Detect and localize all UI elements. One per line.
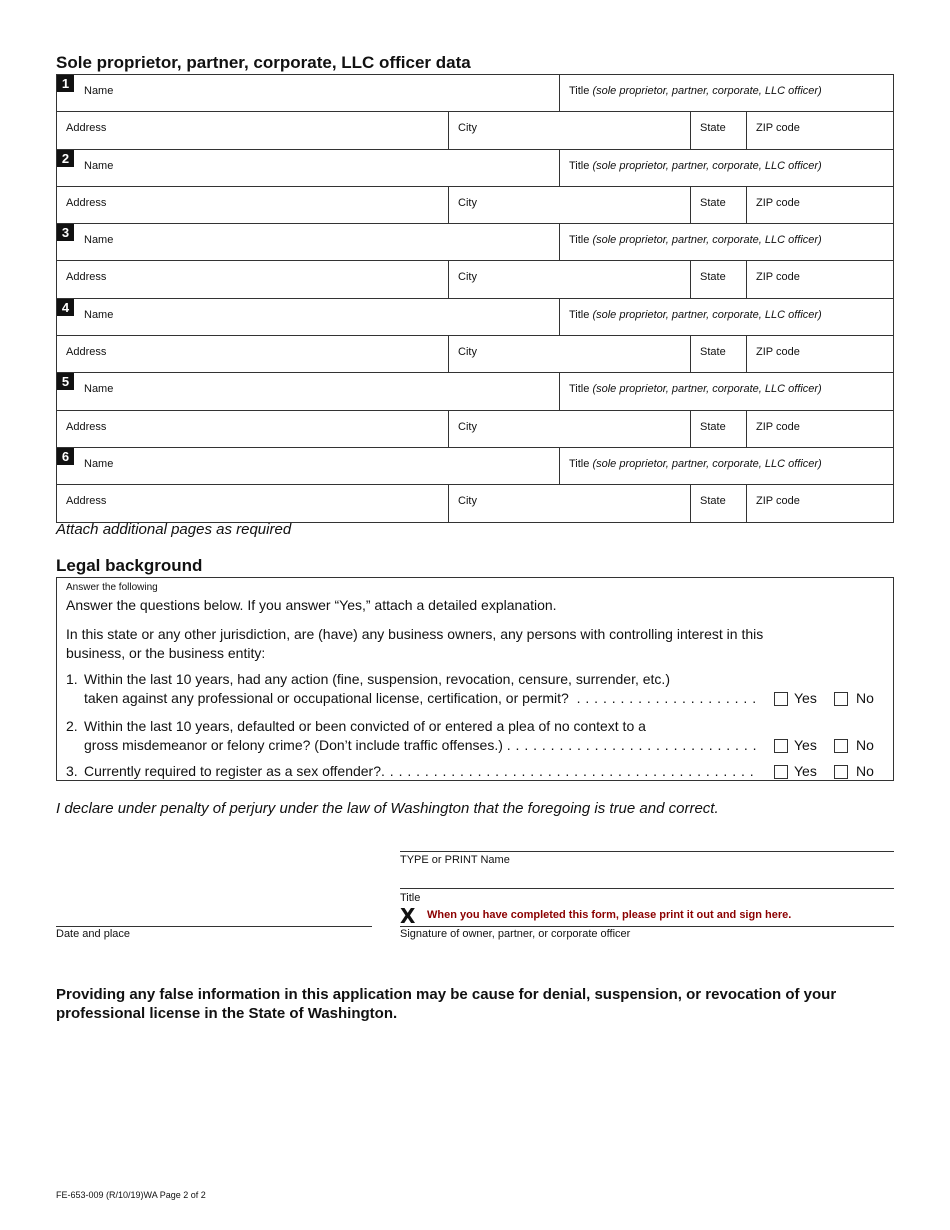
address-label: Address — [66, 495, 107, 508]
signature-title-label: Title — [400, 892, 421, 904]
city-field-2[interactable] — [448, 187, 690, 223]
question-1-answers — [774, 689, 884, 708]
entry-number-2: 2 — [57, 150, 74, 167]
state-label: State — [700, 346, 726, 359]
officer-row-address-6 — [57, 485, 893, 522]
zip-label: ZIP code — [756, 495, 800, 508]
title-line[interactable] — [400, 888, 894, 889]
title-field-4[interactable] — [559, 299, 893, 335]
no-label: No — [856, 763, 874, 779]
address-label: Address — [66, 122, 107, 135]
city-field-1[interactable] — [448, 112, 690, 148]
legal-paragraph: In this state or any other jurisdiction, are (have) any business owners, any persons with controlling interest in this business, or the business entity: — [66, 626, 764, 661]
question-2-yes-checkbox[interactable] — [774, 739, 788, 753]
name-field-5[interactable] — [57, 373, 559, 409]
city-field-4[interactable] — [448, 336, 690, 372]
state-label: State — [700, 122, 726, 135]
name-field-3[interactable] — [57, 224, 559, 260]
name-label: Name — [84, 159, 114, 172]
address-field-4[interactable] — [57, 336, 448, 372]
address-field-6[interactable] — [57, 485, 448, 521]
sign-here-x-icon: X — [400, 904, 416, 928]
question-1-yes-checkbox[interactable] — [774, 692, 788, 706]
legal-small-label: Answer the following — [66, 582, 158, 593]
state-field-2[interactable] — [690, 187, 746, 223]
city-field-3[interactable] — [448, 261, 690, 297]
address-label: Address — [66, 196, 107, 209]
yes-label: Yes — [794, 763, 817, 779]
city-label: City — [458, 420, 477, 433]
date-place-line[interactable] — [56, 926, 372, 927]
question-1 — [66, 670, 893, 710]
zip-field-3[interactable] — [746, 261, 893, 297]
address-field-2[interactable] — [57, 187, 448, 223]
title-label: Title — [569, 85, 593, 97]
officer-row-name-2 — [57, 150, 893, 187]
legal-box — [56, 577, 894, 781]
date-place-label: Date and place — [56, 928, 130, 940]
question-3-answers — [774, 762, 884, 781]
name-field-2[interactable] — [57, 150, 559, 186]
city-label: City — [458, 271, 477, 284]
title-label: Title — [569, 457, 593, 470]
title-hint: (sole proprietor, partner, corporate, LLC officer) — [592, 457, 822, 470]
address-field-5[interactable] — [57, 411, 448, 447]
address-field-3[interactable] — [57, 261, 448, 297]
false-info-warning: Providing any false information in this application may be cause for denial, suspension, or revocation of your professional license in the State of Washington. — [56, 986, 837, 1022]
title-hint: (sole proprietor, partner, corporate, LLC officer) — [592, 383, 822, 396]
question-2-line1: Within the last 10 years, defaulted or been convicted of or entered a plea of no context to a — [84, 718, 646, 734]
name-field-6[interactable] — [57, 448, 559, 484]
form-footer: FE-653-009 (R/10/19)WA Page 2 of 2 — [56, 1190, 206, 1200]
name-label: Name — [84, 85, 114, 97]
zip-field-2[interactable] — [746, 187, 893, 223]
state-label: State — [700, 495, 726, 508]
question-2-number: 2. — [66, 718, 78, 734]
question-3-leader-dots: . . . . . . . . . . . . . . . . . . . . . . . . . . . . . . . . . . . . . . . . . . . — [381, 763, 755, 779]
entry-number-4: 4 — [57, 299, 74, 316]
city-field-6[interactable] — [448, 485, 690, 521]
question-3-yes-checkbox[interactable] — [774, 765, 788, 779]
entry-number-5: 5 — [57, 373, 74, 390]
title-field-2[interactable] — [559, 150, 893, 186]
name-label: Name — [84, 308, 114, 321]
declaration: I declare under penalty of perjury under the law of Washington that the foregoing is true and correct. — [56, 800, 719, 817]
title-field-6[interactable] — [559, 448, 893, 484]
officer-row-name-5 — [57, 373, 893, 410]
state-field-6[interactable] — [690, 485, 746, 521]
question-2-leader-dots: . . . . . . . . . . . . . . . . . . . . . . . . . . . . . — [506, 737, 757, 753]
title-label: Title — [569, 308, 593, 321]
state-field-1[interactable] — [690, 112, 746, 148]
name-label: Name — [84, 234, 114, 247]
question-1-no-checkbox[interactable] — [834, 692, 848, 706]
entry-number-1: 1 — [57, 75, 74, 92]
question-3-line1: Currently required to register as a sex offender? — [84, 763, 382, 779]
title-hint: (sole proprietor, partner, corporate, LLC officer) — [592, 234, 822, 247]
legal-section-title: Legal background — [56, 556, 203, 575]
question-1-leader-dots: . . . . . . . . . . . . . . . . . . . . . — [576, 690, 757, 706]
question-2 — [66, 717, 893, 757]
legal-intro: Answer the questions below. If you answer “Yes,” attach a detailed explanation. — [66, 597, 557, 613]
officer-row-name-4 — [57, 299, 893, 336]
no-label: No — [856, 737, 874, 753]
zip-label: ZIP code — [756, 196, 800, 209]
zip-field-6[interactable] — [746, 485, 893, 521]
type-name-line[interactable] — [400, 851, 894, 852]
zip-field-1[interactable] — [746, 112, 893, 148]
no-label: No — [856, 690, 874, 706]
state-label: State — [700, 196, 726, 209]
entry-number-6: 6 — [57, 448, 74, 465]
question-1-line1: Within the last 10 years, had any action (fine, suspension, revocation, censure, surrender, etc.) — [84, 671, 670, 687]
question-2-no-checkbox[interactable] — [834, 739, 848, 753]
yes-label: Yes — [794, 737, 817, 753]
city-label: City — [458, 495, 477, 508]
name-label: Name — [84, 383, 114, 396]
title-field-3[interactable] — [559, 224, 893, 260]
city-field-5[interactable] — [448, 411, 690, 447]
zip-field-4[interactable] — [746, 336, 893, 372]
title-field-1[interactable] — [559, 75, 893, 111]
title-hint: (sole proprietor, partner, corporate, LLC officer) — [592, 85, 822, 97]
title-label: Title — [569, 234, 593, 247]
yes-label: Yes — [794, 690, 817, 706]
address-field-1[interactable] — [57, 112, 448, 148]
address-label: Address — [66, 271, 107, 284]
state-label: State — [700, 271, 726, 284]
question-1-number: 1. — [66, 671, 78, 687]
name-field-1[interactable] — [57, 75, 559, 111]
officer-row-address-5 — [57, 411, 893, 448]
name-field-4[interactable] — [57, 299, 559, 335]
question-2-line2: gross misdemeanor or felony crime? (Don’t include traffic offenses.) — [84, 737, 503, 753]
question-3 — [66, 762, 893, 781]
signature-label: Signature of owner, partner, or corporate officer — [400, 928, 631, 940]
zip-label: ZIP code — [756, 420, 800, 433]
signature-line[interactable] — [400, 926, 894, 927]
name-label: Name — [84, 457, 114, 470]
zip-field-5[interactable] — [746, 411, 893, 447]
officer-row-address-2 — [57, 187, 893, 224]
city-label: City — [458, 196, 477, 209]
state-field-5[interactable] — [690, 411, 746, 447]
question-3-no-checkbox[interactable] — [834, 765, 848, 779]
state-field-3[interactable] — [690, 261, 746, 297]
zip-label: ZIP code — [756, 271, 800, 284]
question-3-number: 3. — [66, 763, 78, 779]
officer-row-name-6 — [57, 448, 893, 485]
attach-note: Attach additional pages as required — [56, 521, 292, 538]
sign-here-note: When you have completed this form, please print it out and sign here. — [427, 909, 792, 921]
title-hint: (sole proprietor, partner, corporate, LLC officer) — [592, 308, 822, 321]
officer-section-title: Sole proprietor, partner, corporate, LLC officer data — [56, 53, 471, 72]
officer-row-address-3 — [57, 261, 893, 298]
zip-label: ZIP code — [756, 122, 800, 135]
zip-label: ZIP code — [756, 346, 800, 359]
title-label: Title — [569, 383, 593, 396]
address-label: Address — [66, 420, 107, 433]
type-name-label: TYPE or PRINT Name — [400, 854, 510, 866]
state-label: State — [700, 420, 726, 433]
question-2-answers — [774, 736, 884, 755]
officer-row-name-1 — [57, 75, 893, 112]
officer-row-address-1 — [57, 112, 893, 149]
title-field-5[interactable] — [559, 373, 893, 409]
city-label: City — [458, 122, 477, 135]
title-label: Title — [569, 159, 593, 172]
officer-row-name-3 — [57, 224, 893, 261]
entry-number-3: 3 — [57, 224, 74, 241]
address-label: Address — [66, 346, 107, 359]
city-label: City — [458, 346, 477, 359]
title-hint: (sole proprietor, partner, corporate, LLC officer) — [592, 159, 822, 172]
officer-table — [56, 74, 894, 523]
question-1-line2: taken against any professional or occupational license, certification, or permit? — [84, 690, 569, 706]
officer-row-address-4 — [57, 336, 893, 373]
state-field-4[interactable] — [690, 336, 746, 372]
